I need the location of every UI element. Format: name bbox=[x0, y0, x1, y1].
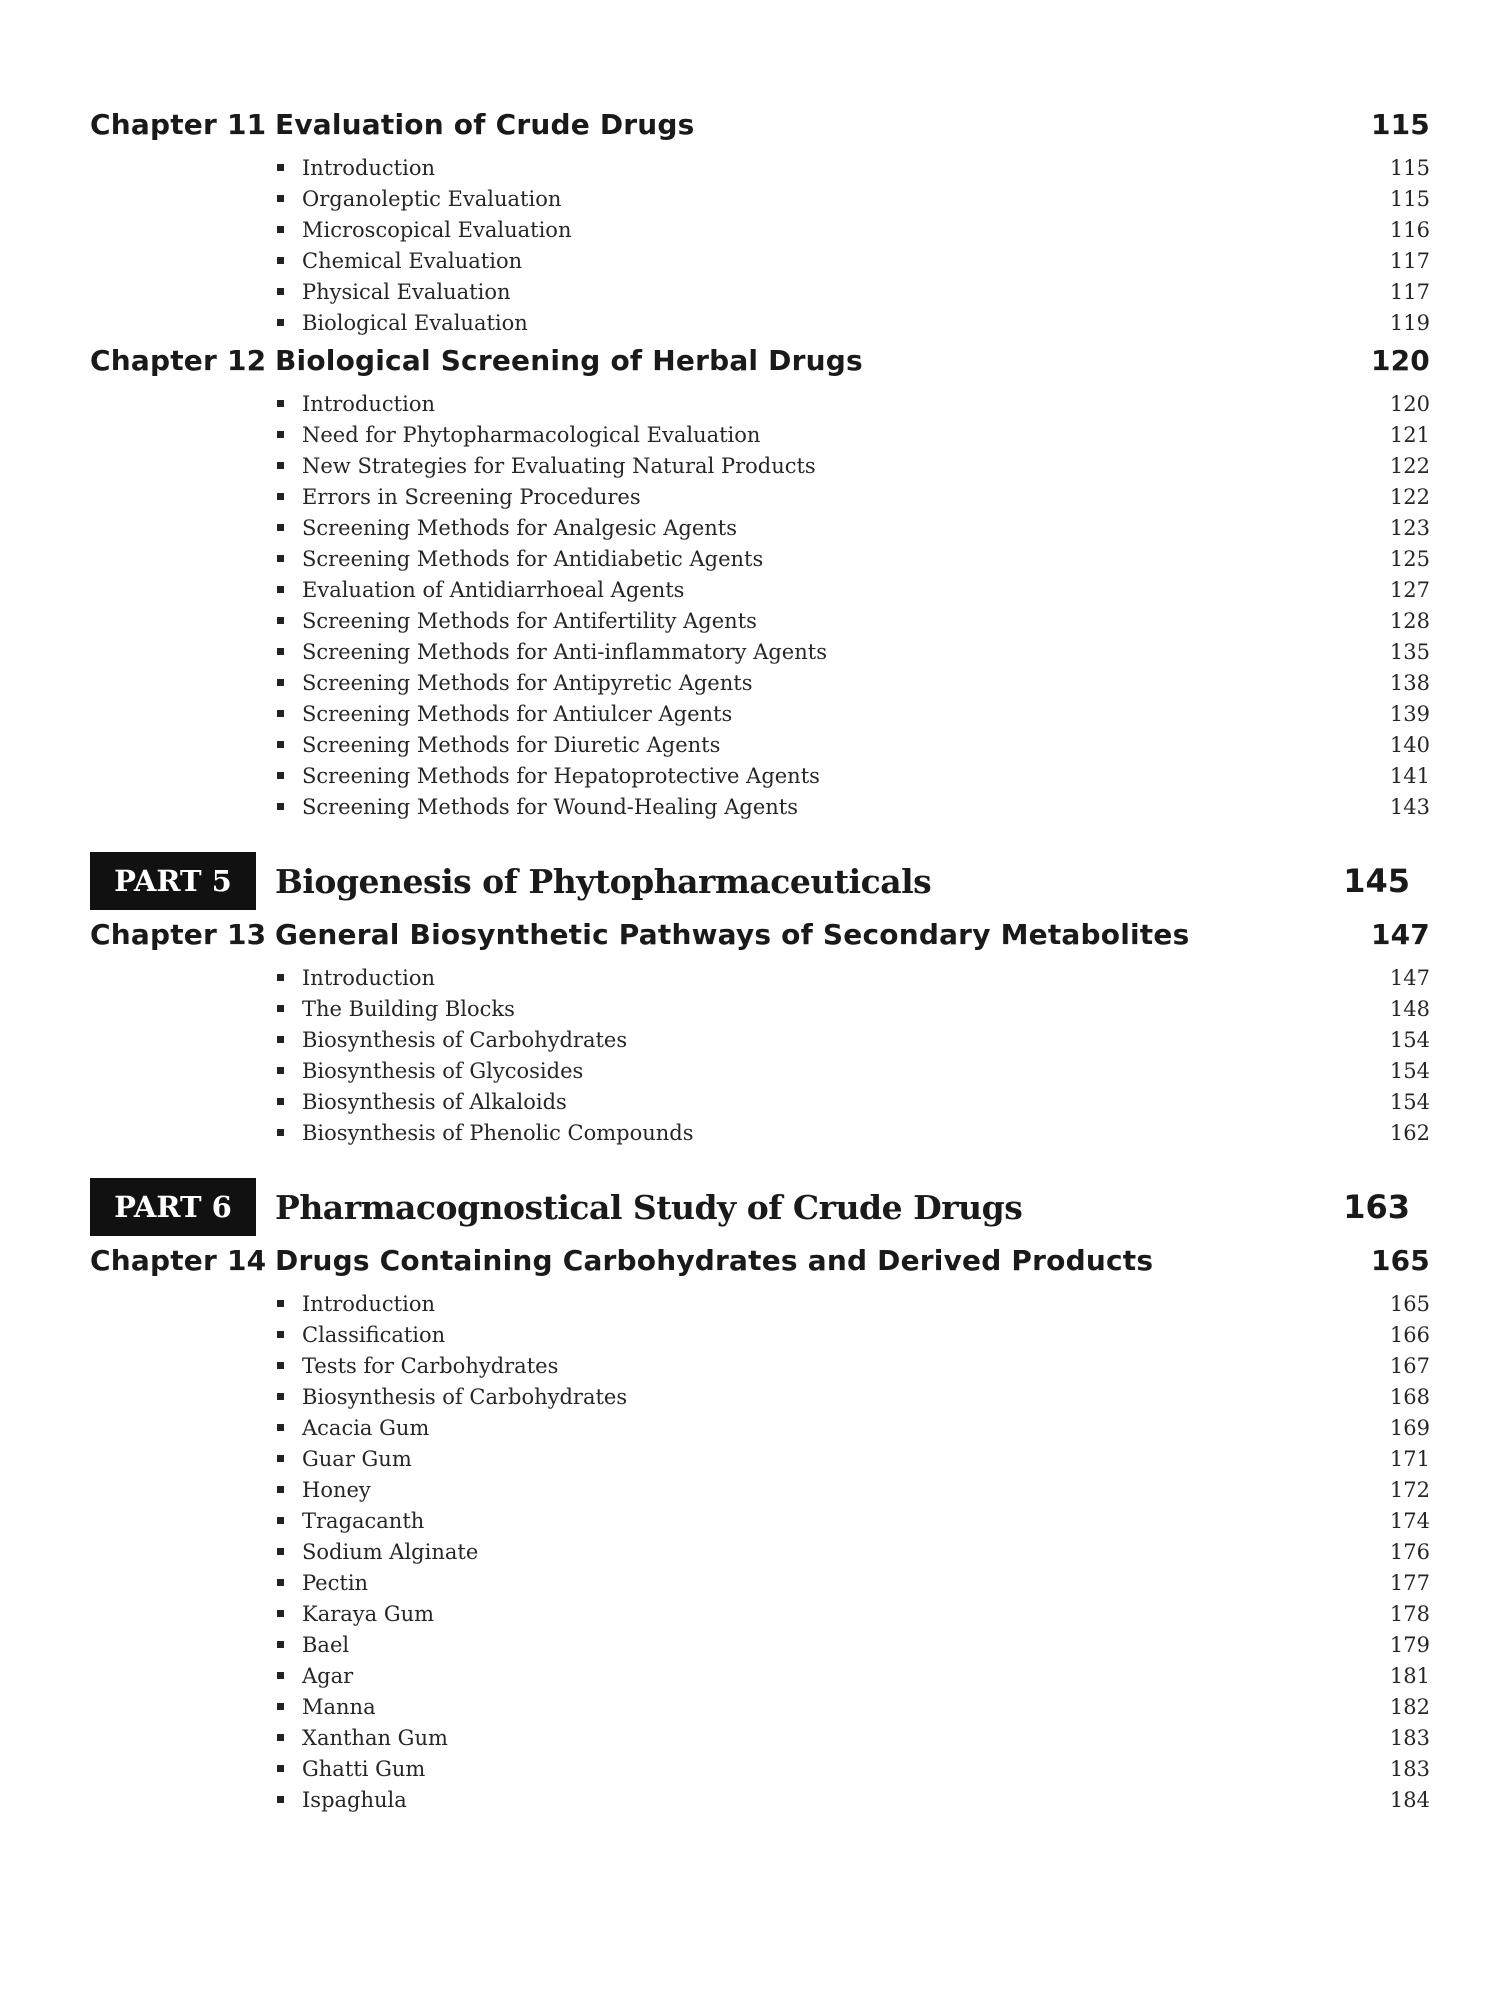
topic-page-number: 184 bbox=[1389, 1787, 1430, 1812]
square-bullet-icon bbox=[277, 974, 284, 981]
topic-label: Guar Gum bbox=[302, 1446, 412, 1471]
topic-label: Physical Evaluation bbox=[302, 279, 511, 304]
square-bullet-icon bbox=[277, 164, 284, 171]
topic-page-number: 165 bbox=[1389, 1291, 1430, 1316]
topic-item bbox=[90, 245, 1430, 276]
square-bullet-icon bbox=[277, 431, 284, 438]
square-bullet-icon bbox=[277, 1098, 284, 1105]
topic-label: Introduction bbox=[302, 155, 435, 180]
topic-label: Pectin bbox=[302, 1570, 369, 1595]
square-bullet-icon bbox=[277, 400, 284, 407]
topic-label: Screening Methods for Analgesic Agents bbox=[302, 515, 737, 540]
square-bullet-icon bbox=[277, 226, 284, 233]
topic-page-number: 128 bbox=[1389, 608, 1430, 633]
topic-label: Tragacanth bbox=[302, 1508, 425, 1533]
topic-page-number: 138 bbox=[1389, 670, 1430, 695]
topic-item bbox=[90, 698, 1430, 729]
square-bullet-icon bbox=[277, 288, 284, 295]
topic-item bbox=[90, 729, 1430, 760]
topic-page-number: 166 bbox=[1389, 1322, 1430, 1347]
square-bullet-icon bbox=[277, 1641, 284, 1648]
topic-item bbox=[90, 1474, 1430, 1505]
part-heading bbox=[90, 850, 1430, 912]
topic-item bbox=[90, 791, 1430, 822]
topic-page-number: 117 bbox=[1389, 279, 1430, 304]
topic-label: Screening Methods for Hepatoprotective Agents bbox=[302, 763, 820, 788]
square-bullet-icon bbox=[277, 1036, 284, 1043]
topic-page-number: 122 bbox=[1389, 453, 1430, 478]
topic-label: Biosynthesis of Carbohydrates bbox=[302, 1027, 628, 1052]
topic-page-number: 143 bbox=[1389, 794, 1430, 819]
topic-page-number: 168 bbox=[1389, 1384, 1430, 1409]
topic-page-number: 178 bbox=[1389, 1601, 1430, 1626]
square-bullet-icon bbox=[277, 257, 284, 264]
topic-item bbox=[90, 1288, 1430, 1319]
square-bullet-icon bbox=[277, 1300, 284, 1307]
chapter-heading bbox=[90, 108, 1430, 152]
topic-item bbox=[90, 605, 1430, 636]
topic-page-number: 181 bbox=[1389, 1663, 1430, 1688]
topic-item bbox=[90, 543, 1430, 574]
topic-page-number: 176 bbox=[1389, 1539, 1430, 1564]
topic-item bbox=[90, 307, 1430, 338]
chapter-title: Drugs Containing Carbohydrates and Derived Products bbox=[275, 1244, 1154, 1277]
topic-item bbox=[90, 214, 1430, 245]
topic-label: Biosynthesis of Carbohydrates bbox=[302, 1384, 628, 1409]
square-bullet-icon bbox=[277, 1610, 284, 1617]
topic-label: Biological Evaluation bbox=[302, 310, 528, 335]
square-bullet-icon bbox=[277, 1796, 284, 1803]
square-bullet-icon bbox=[277, 1672, 284, 1679]
topic-item bbox=[90, 1505, 1430, 1536]
topic-page-number: 147 bbox=[1389, 965, 1430, 990]
topic-label: Microscopical Evaluation bbox=[302, 217, 572, 242]
square-bullet-icon bbox=[277, 1393, 284, 1400]
square-bullet-icon bbox=[277, 772, 284, 779]
topic-label: Manna bbox=[302, 1694, 376, 1719]
topic-item bbox=[90, 419, 1430, 450]
topic-label: Sodium Alginate bbox=[302, 1539, 479, 1564]
topic-item bbox=[90, 512, 1430, 543]
topic-page-number: 177 bbox=[1389, 1570, 1430, 1595]
square-bullet-icon bbox=[277, 524, 284, 531]
square-bullet-icon bbox=[277, 617, 284, 624]
topic-list bbox=[90, 1288, 1430, 1815]
square-bullet-icon bbox=[277, 1005, 284, 1012]
chapter-label: Chapter 13 bbox=[90, 918, 267, 951]
topic-label: Screening Methods for Antifertility Agents bbox=[302, 608, 757, 633]
topic-item bbox=[90, 183, 1430, 214]
topic-page-number: 148 bbox=[1389, 996, 1430, 1021]
topic-item bbox=[90, 1350, 1430, 1381]
square-bullet-icon bbox=[277, 462, 284, 469]
topic-label: Chemical Evaluation bbox=[302, 248, 523, 273]
topic-label: New Strategies for Evaluating Natural Products bbox=[302, 453, 816, 478]
topic-item bbox=[90, 1660, 1430, 1691]
square-bullet-icon bbox=[277, 319, 284, 326]
chapter-page-number: 165 bbox=[1370, 1244, 1430, 1277]
topic-label: Screening Methods for Wound-Healing Agents bbox=[302, 794, 798, 819]
square-bullet-icon bbox=[277, 1765, 284, 1772]
square-bullet-icon bbox=[277, 1362, 284, 1369]
square-bullet-icon bbox=[277, 741, 284, 748]
topic-label: Biosynthesis of Phenolic Compounds bbox=[302, 1120, 694, 1145]
chapter-title: Biological Screening of Herbal Drugs bbox=[275, 344, 863, 377]
part-badge: PART 5 bbox=[90, 852, 256, 910]
topic-page-number: 127 bbox=[1389, 577, 1430, 602]
topic-page-number: 182 bbox=[1389, 1694, 1430, 1719]
topic-page-number: 183 bbox=[1389, 1725, 1430, 1750]
topic-label: Ispaghula bbox=[302, 1787, 407, 1812]
topic-label: Biosynthesis of Alkaloids bbox=[302, 1089, 567, 1114]
square-bullet-icon bbox=[277, 1331, 284, 1338]
topic-page-number: 154 bbox=[1389, 1058, 1430, 1083]
topic-page-number: 183 bbox=[1389, 1756, 1430, 1781]
topic-page-number: 115 bbox=[1389, 155, 1430, 180]
topic-item bbox=[90, 450, 1430, 481]
topic-item bbox=[90, 276, 1430, 307]
topic-label: Agar bbox=[302, 1663, 354, 1688]
chapter-entry bbox=[90, 1244, 1430, 1815]
topic-item bbox=[90, 1024, 1430, 1055]
part-badge: PART 6 bbox=[90, 1178, 256, 1236]
topic-item bbox=[90, 1722, 1430, 1753]
topic-item bbox=[90, 1443, 1430, 1474]
topic-label: Karaya Gum bbox=[302, 1601, 435, 1626]
topic-item bbox=[90, 481, 1430, 512]
topic-label: Tests for Carbohydrates bbox=[302, 1353, 559, 1378]
topic-label: Introduction bbox=[302, 1291, 435, 1316]
chapter-title: Evaluation of Crude Drugs bbox=[275, 108, 695, 141]
topic-list bbox=[90, 152, 1430, 338]
topic-page-number: 167 bbox=[1389, 1353, 1430, 1378]
square-bullet-icon bbox=[277, 710, 284, 717]
topic-item bbox=[90, 1381, 1430, 1412]
square-bullet-icon bbox=[277, 1548, 284, 1555]
topic-page-number: 141 bbox=[1389, 763, 1430, 788]
square-bullet-icon bbox=[277, 679, 284, 686]
square-bullet-icon bbox=[277, 555, 284, 562]
chapter-heading bbox=[90, 1244, 1430, 1288]
topic-item bbox=[90, 1753, 1430, 1784]
part-page-number: 163 bbox=[1343, 1188, 1410, 1226]
topic-page-number: 121 bbox=[1389, 422, 1430, 447]
square-bullet-icon bbox=[277, 1486, 284, 1493]
topic-page-number: 162 bbox=[1389, 1120, 1430, 1145]
chapter-page-number: 147 bbox=[1370, 918, 1430, 951]
topic-item bbox=[90, 152, 1430, 183]
square-bullet-icon bbox=[277, 1424, 284, 1431]
topic-label: Organoleptic Evaluation bbox=[302, 186, 562, 211]
topic-item bbox=[90, 962, 1430, 993]
part-title: Pharmacognostical Study of Crude Drugs bbox=[275, 1187, 1023, 1227]
topic-item bbox=[90, 574, 1430, 605]
topic-item bbox=[90, 1784, 1430, 1815]
topic-label: Screening Methods for Anti-inflammatory Agents bbox=[302, 639, 827, 664]
square-bullet-icon bbox=[277, 803, 284, 810]
topic-page-number: 135 bbox=[1389, 639, 1430, 664]
topic-label: Evaluation of Antidiarrhoeal Agents bbox=[302, 577, 685, 602]
topic-item bbox=[90, 1691, 1430, 1722]
topic-page-number: 115 bbox=[1389, 186, 1430, 211]
topic-label: Introduction bbox=[302, 965, 435, 990]
topic-item bbox=[90, 388, 1430, 419]
square-bullet-icon bbox=[277, 1579, 284, 1586]
square-bullet-icon bbox=[277, 1517, 284, 1524]
square-bullet-icon bbox=[277, 1067, 284, 1074]
topic-item bbox=[90, 993, 1430, 1024]
topic-label: Classification bbox=[302, 1322, 446, 1347]
part-title: Biogenesis of Phytopharmaceuticals bbox=[275, 861, 932, 901]
topic-item bbox=[90, 760, 1430, 791]
chapter-label: Chapter 14 bbox=[90, 1244, 267, 1277]
topic-page-number: 174 bbox=[1389, 1508, 1430, 1533]
square-bullet-icon bbox=[277, 648, 284, 655]
topic-item bbox=[90, 1598, 1430, 1629]
topic-list bbox=[90, 962, 1430, 1148]
topic-page-number: 123 bbox=[1389, 515, 1430, 540]
topic-label: Xanthan Gum bbox=[302, 1725, 448, 1750]
topic-page-number: 179 bbox=[1389, 1632, 1430, 1657]
topic-page-number: 125 bbox=[1389, 546, 1430, 571]
topic-label: Honey bbox=[302, 1477, 371, 1502]
topic-item bbox=[90, 636, 1430, 667]
topic-item bbox=[90, 1629, 1430, 1660]
square-bullet-icon bbox=[277, 1703, 284, 1710]
topic-list bbox=[90, 388, 1430, 822]
chapter-heading bbox=[90, 344, 1430, 388]
topic-label: The Building Blocks bbox=[302, 996, 515, 1021]
topic-item bbox=[90, 1319, 1430, 1350]
topic-item bbox=[90, 1055, 1430, 1086]
topic-page-number: 171 bbox=[1389, 1446, 1430, 1471]
square-bullet-icon bbox=[277, 1455, 284, 1462]
topic-page-number: 122 bbox=[1389, 484, 1430, 509]
topic-page-number: 120 bbox=[1389, 391, 1430, 416]
topic-item bbox=[90, 667, 1430, 698]
topic-item bbox=[90, 1117, 1430, 1148]
topic-page-number: 169 bbox=[1389, 1415, 1430, 1440]
chapter-page-number: 120 bbox=[1370, 344, 1430, 377]
chapter-title: General Biosynthetic Pathways of Secondary Metabolites bbox=[275, 918, 1190, 951]
topic-label: Screening Methods for Antiulcer Agents bbox=[302, 701, 733, 726]
topic-item bbox=[90, 1536, 1430, 1567]
chapter-page-number: 115 bbox=[1370, 108, 1430, 141]
topic-label: Screening Methods for Diuretic Agents bbox=[302, 732, 721, 757]
chapter-label: Chapter 12 bbox=[90, 344, 267, 377]
topic-label: Acacia Gum bbox=[302, 1415, 430, 1440]
square-bullet-icon bbox=[277, 493, 284, 500]
part-heading bbox=[90, 1176, 1430, 1238]
chapter-entry bbox=[90, 108, 1430, 338]
topic-item bbox=[90, 1567, 1430, 1598]
topic-item bbox=[90, 1412, 1430, 1443]
topic-label: Biosynthesis of Glycosides bbox=[302, 1058, 584, 1083]
square-bullet-icon bbox=[277, 1734, 284, 1741]
part-page-number: 145 bbox=[1343, 862, 1410, 900]
square-bullet-icon bbox=[277, 586, 284, 593]
square-bullet-icon bbox=[277, 1129, 284, 1136]
topic-label: Need for Phytopharmacological Evaluation bbox=[302, 422, 761, 447]
topic-page-number: 140 bbox=[1389, 732, 1430, 757]
topic-page-number: 119 bbox=[1389, 310, 1430, 335]
table-of-contents bbox=[90, 108, 1430, 1815]
topic-page-number: 139 bbox=[1389, 701, 1430, 726]
chapter-heading bbox=[90, 918, 1430, 962]
topic-page-number: 172 bbox=[1389, 1477, 1430, 1502]
topic-page-number: 154 bbox=[1389, 1089, 1430, 1114]
square-bullet-icon bbox=[277, 195, 284, 202]
topic-item bbox=[90, 1086, 1430, 1117]
topic-label: Ghatti Gum bbox=[302, 1756, 426, 1781]
chapter-entry bbox=[90, 344, 1430, 822]
topic-page-number: 116 bbox=[1389, 217, 1430, 242]
topic-label: Bael bbox=[302, 1632, 350, 1657]
topic-label: Screening Methods for Antidiabetic Agents bbox=[302, 546, 764, 571]
topic-page-number: 117 bbox=[1389, 248, 1430, 273]
topic-label: Screening Methods for Antipyretic Agents bbox=[302, 670, 753, 695]
topic-page-number: 154 bbox=[1389, 1027, 1430, 1052]
topic-label: Errors in Screening Procedures bbox=[302, 484, 641, 509]
topic-label: Introduction bbox=[302, 391, 435, 416]
chapter-label: Chapter 11 bbox=[90, 108, 267, 141]
chapter-entry bbox=[90, 918, 1430, 1148]
